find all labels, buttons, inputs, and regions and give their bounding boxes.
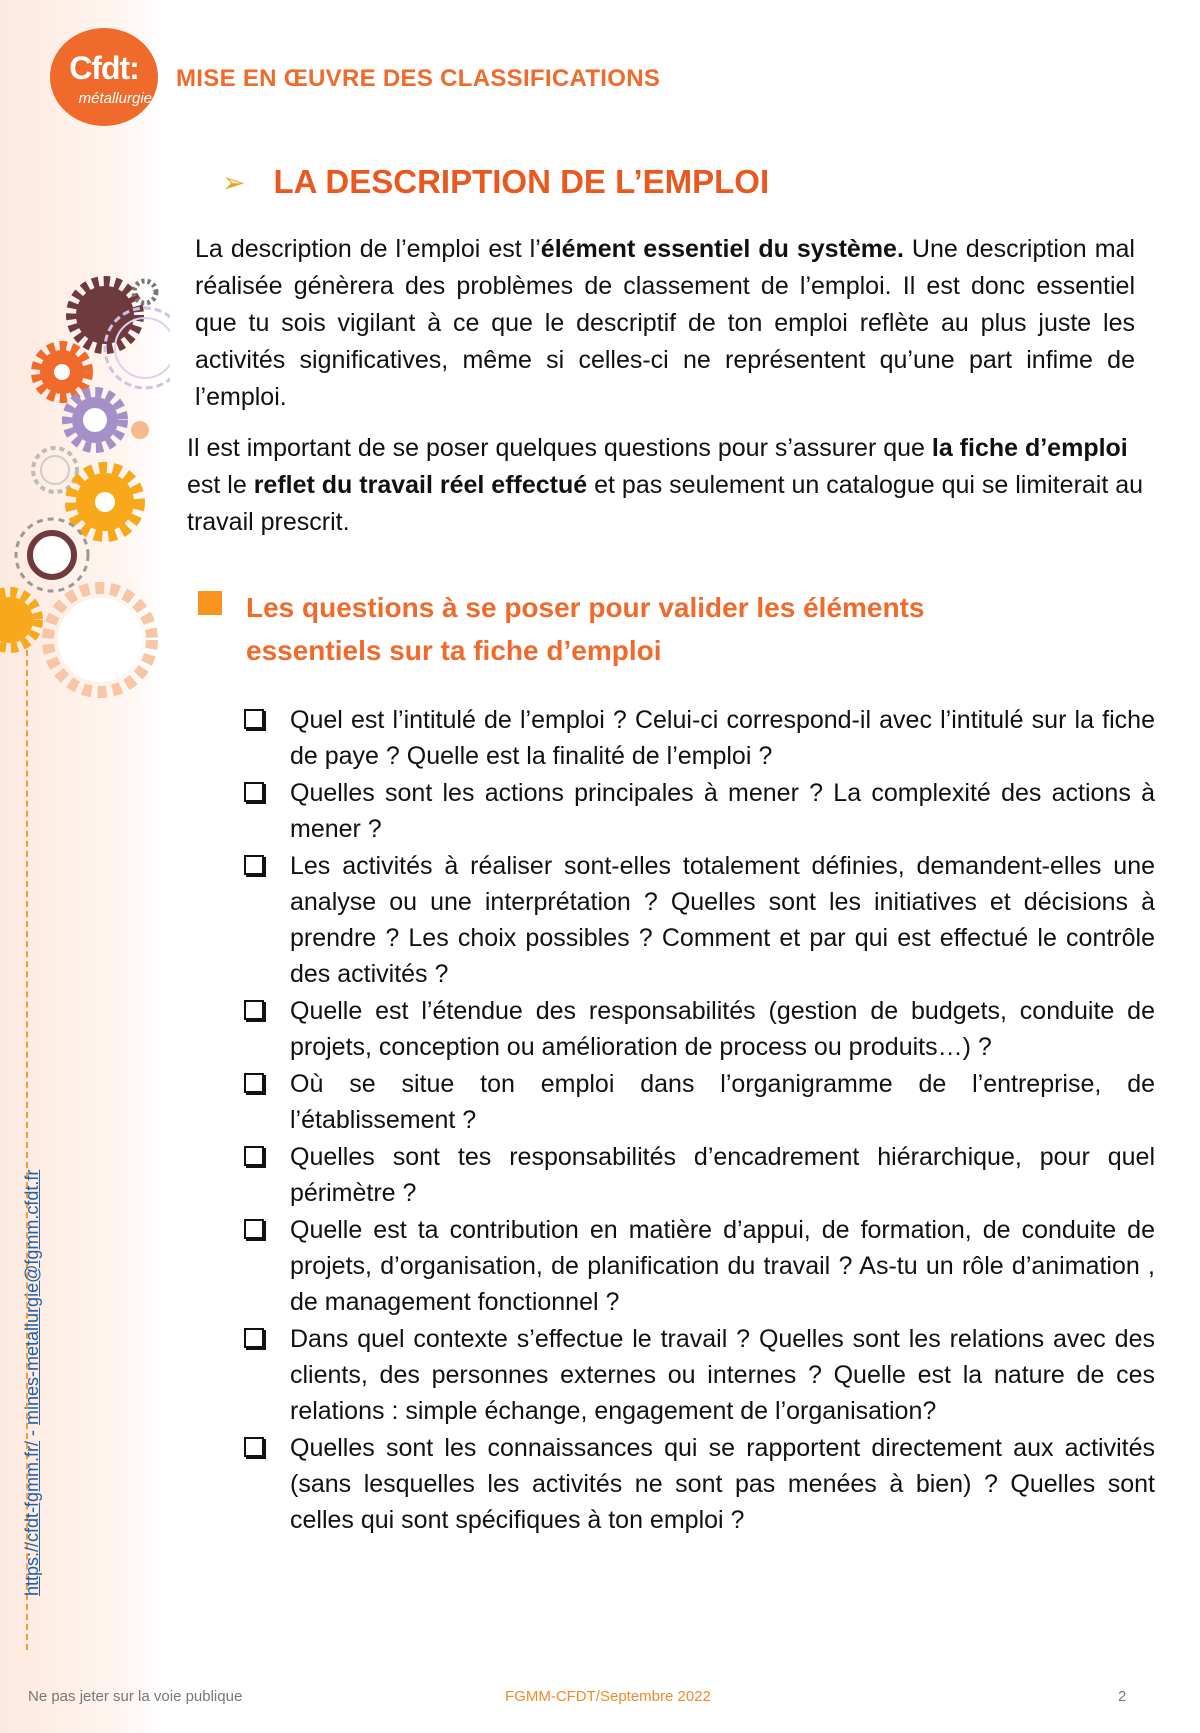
gear-icon-ring-brown <box>16 519 88 591</box>
gear-icon-small-grey <box>134 281 156 303</box>
arrow-bullet-icon: ➢ <box>222 166 246 198</box>
checkbox-icon <box>244 1146 264 1166</box>
logo-sub-text: métallurgie <box>78 90 152 107</box>
question-text: Où se situe ton emploi dans l’organigramme de l’entreprise, de l’établissement ? <box>290 1070 1155 1134</box>
square-bullet-icon <box>198 591 222 615</box>
website-link[interactable]: https://cfdt-fgmm.fr/ <box>22 1440 42 1596</box>
gear-icon-small-peach <box>131 421 149 439</box>
gear-icon-orange <box>36 346 88 398</box>
question-item <box>240 848 1155 992</box>
p2-text-c: et pas seulement un catalogue qui se limiterait au travail prescrit. <box>187 471 1144 536</box>
question-item <box>240 1139 1155 1211</box>
question-text: Quelle est ta contribution en matière d’appui, de formation, de conduite de projets, d’organisation, de planification du travail ? As-tu un rôle d’animation , de management fonctionnel ? <box>290 1216 1155 1316</box>
question-text: Quelles sont les actions principales à mener ? La complexité des actions à mener ? <box>290 779 1155 843</box>
question-text: Quelles sont les connaissances qui se rapportent directement aux activités (sans lesquelles les activités ne sont pas menées à bien) ? Quelles sont celles qui sont spécifiques à ton emploi ? <box>290 1434 1155 1534</box>
checkbox-icon <box>244 1219 264 1239</box>
checkbox-icon <box>244 782 264 802</box>
subsection-heading <box>198 586 1048 672</box>
intro-paragraph-2 <box>187 430 1157 541</box>
question-item <box>240 702 1155 774</box>
subsection-title: Les questions à se poser pour valider les éléments essentiels sur ta fiche d’emploi <box>246 592 925 666</box>
gear-icon-outline-grey <box>33 448 77 492</box>
question-text: Quel est l’intitulé de l’emploi ? Celui-ci correspond-il avec l’intitulé sur la fiche de paye ? Quelle est la finalité de l’emploi ? <box>290 706 1155 770</box>
question-item <box>240 1430 1155 1538</box>
link-separator: - <box>22 1424 42 1441</box>
gear-icon-outline-peach <box>48 588 152 692</box>
question-item <box>240 993 1155 1065</box>
page-number: 2 <box>1118 1688 1127 1705</box>
section-title-text: LA DESCRIPTION DE L’EMPLOI <box>273 163 770 200</box>
header-title: MISE EN ŒUVRE DES CLASSIFICATIONS <box>176 65 661 92</box>
checkbox-icon <box>244 1328 264 1348</box>
checkbox-icon <box>244 1000 264 1020</box>
p2-bold-2: reflet du travail réel effectué <box>253 471 588 499</box>
question-text: Quelles sont tes responsabilités d’encadrement hiérarchique, pour quel périmètre ? <box>290 1143 1155 1207</box>
email-link[interactable]: mines-metallurgie@fgmm.cfdt.fr <box>22 1169 42 1425</box>
gears-illustration <box>0 270 170 710</box>
question-item <box>240 1066 1155 1138</box>
question-item <box>240 775 1155 847</box>
logo-main-text: Cfdt: <box>69 50 139 86</box>
question-text: Les activités à réaliser sont-elles totalement définies, demandent-elles une analyse ou une interprétation ? Quelles sont les initiatives et décisions à prendre ? Les choix possibles ? Comment et par qui est effectué le contrôle des activités ? <box>290 852 1155 988</box>
checkbox-icon <box>244 1437 264 1457</box>
p2-bold-1: la fiche d’emploi <box>931 434 1128 462</box>
footer-notice: Ne pas jeter sur la voie publique <box>28 1688 243 1705</box>
cfdt-logo <box>50 28 158 126</box>
p2-text-b: est le <box>187 471 254 499</box>
checkbox-icon <box>244 709 264 729</box>
section-title <box>222 163 769 201</box>
p1-text-b: Une description mal réalisée génèrera des problèmes de classement de l’emploi. Il est donc essentiel que tu sois vigilant à ce que le descriptif de ton emploi reflète au plus juste les activités significatives, même si celles-ci ne représentent qu’une part infime de l’emploi. <box>195 235 1135 411</box>
sidebar-links <box>22 1170 43 1596</box>
question-text: Dans quel contexte s’effectue le travail ? Quelles sont les relations avec des clients, des personnes externes ou internes ? Quelle est la nature de ces relations : simple échange, engagement de l’organisation? <box>290 1325 1155 1425</box>
p1-text-a: La description de l’emploi est l’ <box>195 235 541 263</box>
question-text: Quelle est l’étendue des responsabilités (gestion de budgets, conduite de projets, conception ou amélioration de process ou produits…) ? <box>290 997 1155 1061</box>
gear-icon-gold <box>71 468 139 536</box>
question-list <box>240 702 1155 1539</box>
p2-text-a: Il est important de se poser quelques questions pour s’assurer que <box>187 434 932 462</box>
question-item <box>240 1321 1155 1429</box>
footer-center: FGMM-CFDT/Septembre 2022 <box>505 1688 711 1705</box>
gear-icon-half-gold <box>0 592 38 648</box>
question-item <box>240 1212 1155 1320</box>
intro-paragraph-1 <box>195 231 1135 416</box>
checkbox-icon <box>244 1073 264 1093</box>
checkbox-icon <box>244 855 264 875</box>
gear-icon-lavender <box>67 392 123 448</box>
p1-bold: élément essentiel du système. <box>540 235 904 263</box>
